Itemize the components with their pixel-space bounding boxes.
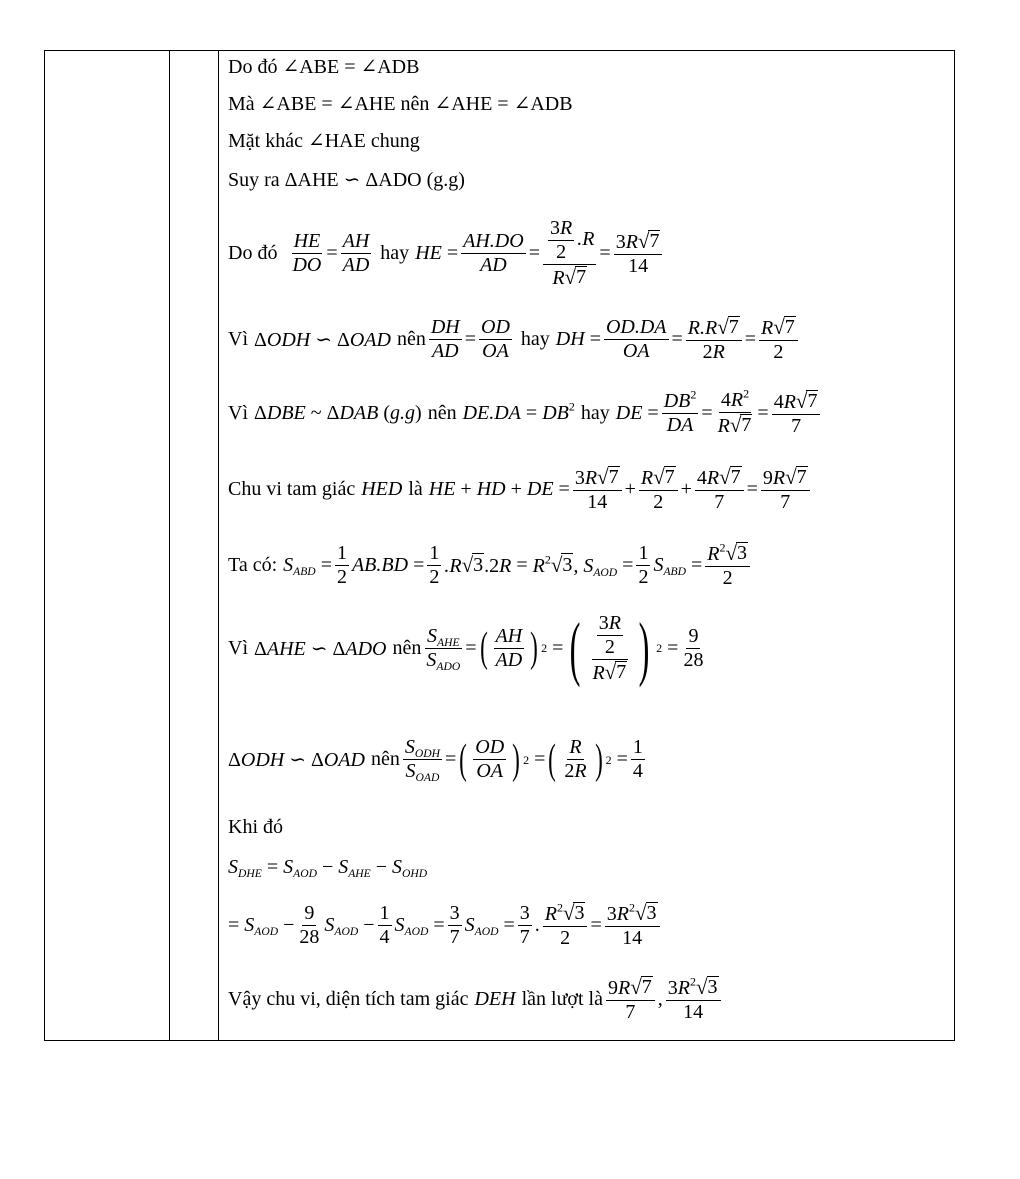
fraction: R.R √ 7 2R xyxy=(686,316,742,363)
fraction: $\frac{3}{7}$ xyxy=(519,902,530,948)
fraction: $\frac{OD}{OA}$ xyxy=(475,736,505,782)
line-2-text: Mà ∠ABE = ∠AHE nên ∠AHE = ∠ADB xyxy=(228,93,573,115)
fraction: $3R^2$ √ 3 14 xyxy=(605,902,660,949)
line-1-text: Do đó ∠ABE = ∠ADB xyxy=(228,56,420,78)
line-2 xyxy=(228,91,573,116)
fraction: 9R √ 7 7 xyxy=(761,466,810,513)
line-15-prefix: Vậy chu vi, diện tích tam giác xyxy=(228,988,469,1010)
column-divider-1 xyxy=(169,51,170,1040)
fraction: $\frac{1}{2}$ xyxy=(638,542,649,588)
fraction: $\frac{1}{4}$ xyxy=(379,902,390,948)
fraction: $\frac{9}{28}$ xyxy=(683,624,704,671)
fraction: $\frac{HE}{DO}$ xyxy=(292,230,322,276)
line-6-word-1: nên xyxy=(396,328,426,350)
line-3-text: Mặt khác ∠HAE chung xyxy=(228,130,420,152)
fraction: $\frac{DB^2}{DA}$ xyxy=(663,387,697,436)
fraction: $\frac{9}{28}$ xyxy=(299,902,320,948)
fraction: 9R √ 7 7 xyxy=(606,976,655,1023)
fraction: 4R √ 7 7 xyxy=(772,390,821,437)
fraction: $R^2$ √ 3 2 xyxy=(543,902,588,949)
line-13: $S_{DHE}$ = $S_{AOD}$ − $S_{AHE}$ − $S_{OHD}$ xyxy=(228,856,428,881)
fraction: 4R √ 7 7 xyxy=(695,466,744,513)
line-6-word-2: hay xyxy=(520,328,550,350)
fraction: $\frac{S_{ODH}}{S_{OAD}}$ xyxy=(404,736,440,785)
line-11: ΔODH ∽ ΔOAD nên $\frac{S_{ODH}}{S_{OAD}}$ = ( $\frac{OD}{OA}$ ) 2 = ( $\frac{R}{2R}$ ) 2 = $\frac{1}{4}$ xyxy=(228,736,643,785)
column-divider-2 xyxy=(218,51,219,1040)
line-15-word: lần lượt là xyxy=(521,988,603,1010)
line-3 xyxy=(228,128,420,153)
fraction: $\frac{1}{2}$ xyxy=(429,542,440,588)
fraction: $\frac{3R}{2}$ R √ 7 xyxy=(592,611,627,684)
fraction: $4R^2$ R √ 7 xyxy=(717,386,752,437)
line-12-text: Khi đó xyxy=(228,816,283,838)
line-9-prefix: Ta có: xyxy=(228,554,278,576)
fraction: R √ 7 2 xyxy=(759,316,798,363)
fraction: $\frac{3R}{2}$ .R R √ 7 xyxy=(543,218,596,289)
line-5-prefix: Do đó xyxy=(228,242,278,264)
fraction: $\frac{DH}{AD}$ xyxy=(430,316,460,362)
fraction: $\frac{R}{2R}$ xyxy=(564,736,587,782)
line-4 xyxy=(228,167,465,192)
line-11-word: nên xyxy=(370,748,400,770)
fraction: $\frac{3}{7}$ xyxy=(449,902,460,948)
fraction: 3R √ 7 14 xyxy=(614,230,663,277)
fraction: 3R √ 7 14 xyxy=(573,466,622,513)
line-10-word: nên xyxy=(392,636,422,659)
line-10: Vì ΔAHE ∽ ΔADO nên $\frac{S_{AHE}}{S_{ADO}}$ = ( $\frac{AH}{AD}$ ) 2 = ( $\frac{3R}{2}$ R √ 7 ) 2 = $\frac{9}{28}$ xyxy=(228,608,704,688)
fraction: $\frac{1}{2}$ xyxy=(336,542,347,588)
fraction: $R^2$ √ 3 2 xyxy=(705,542,750,589)
line-6-prefix: Vì xyxy=(228,328,248,350)
line-7: Vì ΔDBE ~ ΔDAB (g.g) nên DE.DA = $DB^2$ hay DE = $\frac{DB^2}{DA}$ = $4R^2$ R √ 7 = 4R √ 7 7 xyxy=(228,390,823,437)
line-14: = $S_{AOD}$ − $\frac{9}{28}$ $S_{AOD}$ − $\frac{1}{4}$ $S_{AOD}$ = $\frac{3}{7}$ $S_{AOD}$ = $\frac{3}{7}$ . $R^2$ √ 3 2 = $3R^2$ √ 3 14 xyxy=(228,902,663,949)
line-8-prefix: Chu vi tam giác xyxy=(228,478,356,500)
fraction: $\frac{AH}{AD}$ xyxy=(342,230,370,276)
line-7-prefix: Vì xyxy=(228,402,248,424)
line-6: Vì ΔODH ∽ ΔOAD nên $\frac{DH}{AD}$ = $\frac{OD}{OA}$ hay DH = $\frac{OD.DA}{OA}$ = R.R √ 7 2R = R √ 7 2 xyxy=(228,316,801,363)
line-5: Do đó $\frac{HE}{DO}$ = $\frac{AH}{AD}$ hay HE = $\frac{AH.DO}{AD}$ = $\frac{3R}{2}$ .R R √ 7 = 3R √ 7 14 xyxy=(228,218,665,289)
line-12 xyxy=(228,816,283,839)
line-9: Ta có: $S_{ABD}$ = $\frac{1}{2}$ AB.BD = $\frac{1}{2}$ .R √ 3 .2R = $R^2$ √ 3 , $S_{AOD}$ = $\frac{1}{2}$ $S_{ABD}$ = $R^2$ √ 3 2 xyxy=(228,542,753,589)
fraction: $\frac{AH}{AD}$ xyxy=(495,624,523,671)
fraction: R √ 7 2 xyxy=(639,466,678,513)
line-1 xyxy=(228,54,419,79)
line-4-text: Suy ra ΔAHE ∽ ΔADO (g.g) xyxy=(228,169,465,191)
line-5-word: hay xyxy=(380,242,410,264)
line-15: Vậy chu vi, diện tích tam giác DEH lần lượt là 9R √ 7 7 , $3R^2$ √ 3 14 xyxy=(228,976,724,1023)
fraction: $\frac{S_{AHE}}{S_{ADO}}$ xyxy=(426,624,461,673)
line-7-word-2: hay xyxy=(580,402,610,424)
fraction: $\frac{AH.DO}{AD}$ xyxy=(463,230,524,276)
line-7-word-1: nên xyxy=(427,402,457,424)
line-8: Chu vi tam giác HED là HE + HD + DE = 3R √ 7 14 + R √ 7 2 + 4R √ 7 7 = 9R √ 7 7 xyxy=(228,466,813,513)
line-10-prefix: Vì xyxy=(228,636,248,659)
fraction: $\frac{1}{4}$ xyxy=(632,736,643,782)
fraction: $3R^2$ √ 3 14 xyxy=(666,976,721,1023)
fraction: $\frac{OD.DA}{OA}$ xyxy=(605,316,667,362)
line-8-word: là xyxy=(408,478,423,500)
fraction: $\frac{OD}{OA}$ xyxy=(481,316,510,362)
